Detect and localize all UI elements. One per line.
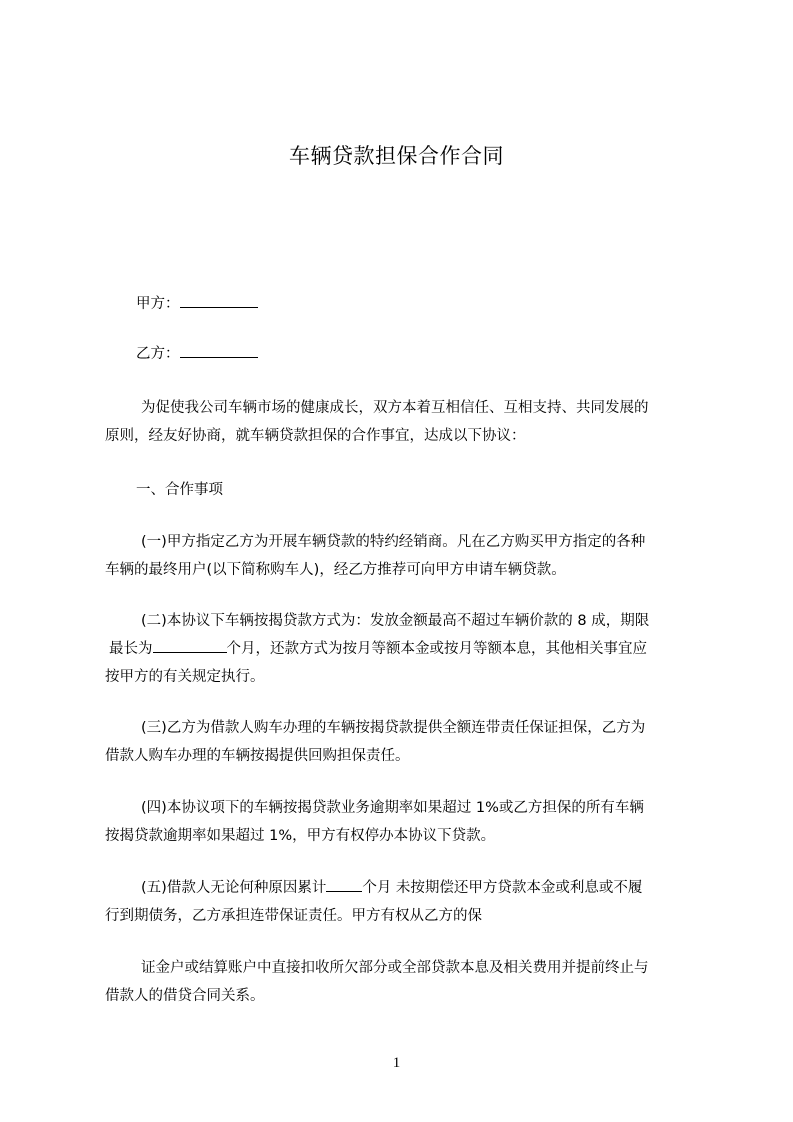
clause-2-line-3: 按甲方的有关规定执行。 <box>105 669 265 685</box>
continuation-line-2: 借款人的借贷合同关系。 <box>105 988 265 1004</box>
clause-4-line-1: (四)本协议项下的车辆按揭贷款业务逾期率如果超过 1%或乙方担保的所有车辆 <box>141 800 644 816</box>
party-a-blank <box>180 293 258 308</box>
clause-1-line-1: (一)甲方指定乙方为开展车辆贷款的特约经销商。凡在乙方购买甲方指定的各种 <box>141 534 646 550</box>
party-b-line <box>136 338 736 370</box>
party-b-label: 乙方： <box>136 346 180 362</box>
intro-line-1: 为促使我公司车辆市场的健康成长，双方本着互相信任、互相支持、共同发展的 <box>141 400 649 416</box>
document-title: 车辆贷款担保合作合同 <box>289 144 504 168</box>
clause-2-line-2-start: 最长为 <box>109 641 153 657</box>
clause-2-line-2-end: 个月，还款方式为按月等额本金或按月等额本息，其他相关事宜应 <box>226 641 647 657</box>
section-1-heading: 一、合作事项 <box>136 482 223 498</box>
clause-4-line-2: 按揭贷款逾期率如果超过 1%，甲方有权停办本协议下贷款。 <box>105 828 496 844</box>
intro-line-2: 原则，经友好协商，就车辆贷款担保的合作事宜，达成以下协议： <box>105 428 526 444</box>
continuation-line-1: 证金户或结算账户中直接扣收所欠部分或全部贷款本息及相关费用并提前终止与 <box>141 960 649 976</box>
page-number: 1 <box>392 1055 401 1071</box>
clause-3-line-2: 借款人购车办理的车辆按揭提供回购担保责任。 <box>105 748 410 764</box>
clause-1-line-2: 车辆的最终用户(以下简称购车人)，经乙方推荐可向甲方申请车辆贷款。 <box>105 562 566 578</box>
party-a-line <box>136 288 736 320</box>
clause-5-line-2: 行到期债务，乙方承担连带保证责任。甲方有权从乙方的保 <box>105 908 482 924</box>
party-a-label: 甲方： <box>136 296 180 312</box>
clause-3-line-1: (三)乙方为借款人购车办理的车辆按揭贷款提供全额连带责任保证担保，乙方为 <box>141 720 646 736</box>
overdue-months-blank <box>326 877 362 892</box>
clause-5-line-1-start: (五)借款人无论何种原因累计 <box>141 880 327 896</box>
party-b-blank <box>180 343 258 358</box>
loan-term-blank <box>153 638 227 653</box>
clause-2-line-1: (二)本协议下车辆按揭贷款方式为：发放金额最高不超过车辆价款的 8 成，期限 <box>141 613 650 629</box>
clause-5-line-1-end: 个月 未按期偿还甲方贷款本金或利息或不履 <box>362 880 643 896</box>
